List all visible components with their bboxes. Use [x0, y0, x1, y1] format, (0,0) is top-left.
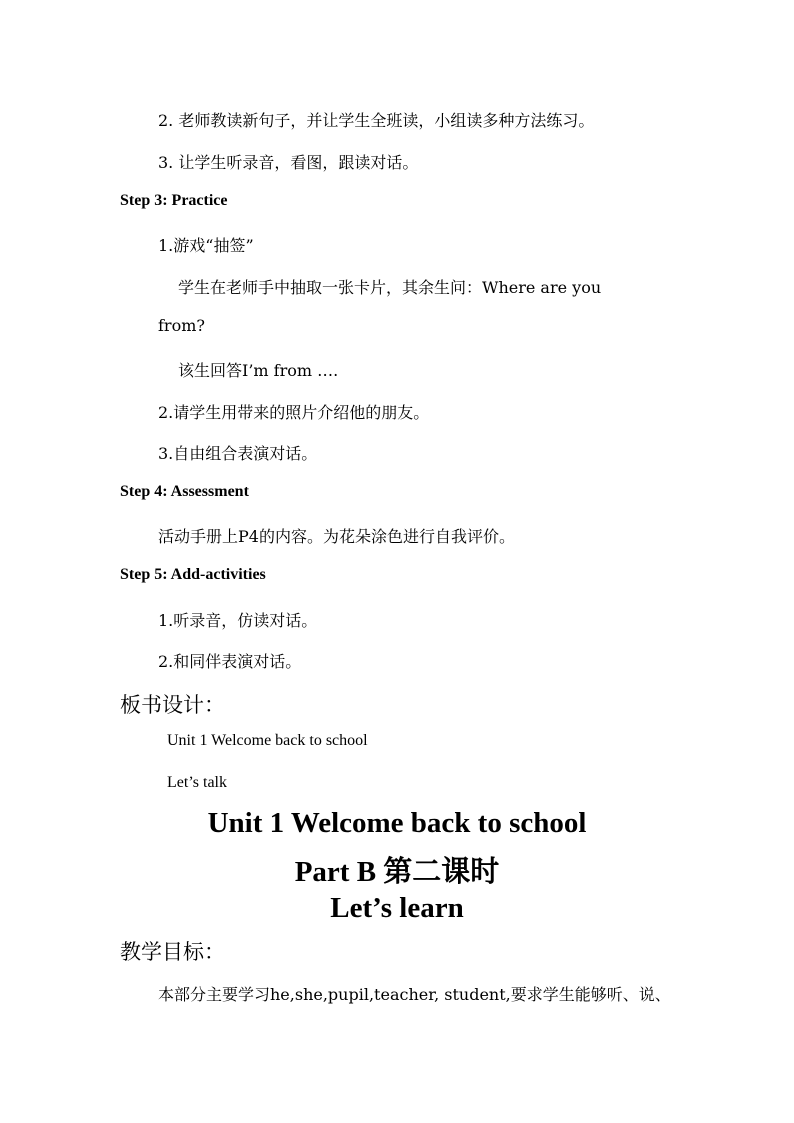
paragraph-line: 3. 让学生听录音，看图，跟读对话。: [158, 153, 419, 172]
step-heading: Step 5: Add-activities: [120, 566, 266, 583]
paragraph-line: 1.游戏“抽签”: [158, 236, 254, 255]
lesson-part-title: Let’s learn: [330, 892, 464, 924]
paragraph-line: 2.和同伴表演对话。: [158, 652, 302, 671]
section-heading: 板书设计：: [120, 693, 225, 717]
paragraph-line: from?: [158, 316, 205, 335]
step-heading: Step 3: Practice: [120, 192, 228, 209]
paragraph-line: 该生回答I’m from ….: [178, 361, 339, 380]
paragraph-line: 3.自由组合表演对话。: [158, 444, 318, 463]
paragraph-line: 2. 老师教读新句子，并让学生全班读，小组读多种方法练习。: [158, 111, 595, 130]
paragraph-line: 1.听录音，仿读对话。: [158, 611, 318, 630]
paragraph-line: 2.请学生用带来的照片介绍他的朋友。: [158, 403, 430, 422]
lesson-title: Unit 1 Welcome back to school: [207, 807, 587, 839]
paragraph-line: 活动手册上P4的内容。为花朵涂色进行自我评价。: [158, 527, 515, 546]
board-line: Unit 1 Welcome back to school: [167, 732, 368, 749]
paragraph-line: 本部分主要学习he,she,pupil,teacher, student,要求学生能够听、说、: [158, 985, 671, 1004]
paragraph-line: 学生在老师手中抽取一张卡片，其余生问：Where are you: [178, 278, 602, 297]
section-heading: 教学目标：: [120, 940, 225, 964]
board-line: Let’s talk: [167, 774, 227, 791]
lesson-subtitle: Part B 第二课时: [294, 856, 500, 888]
step-heading: Step 4: Assessment: [120, 483, 249, 500]
